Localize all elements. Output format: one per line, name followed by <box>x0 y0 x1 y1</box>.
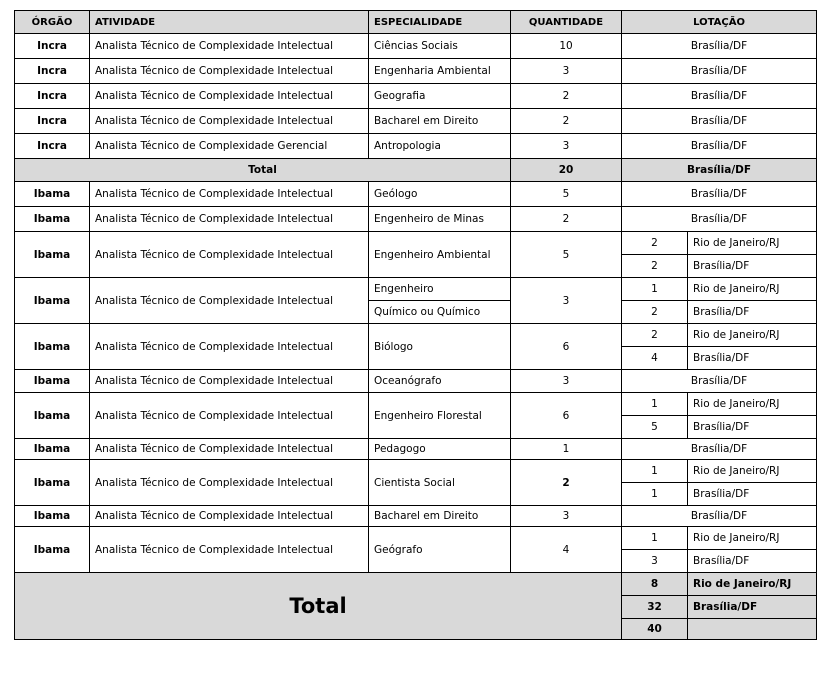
quantidade-cell: 3 <box>511 278 622 324</box>
table-row <box>15 207 817 232</box>
quantidade-cell: 2 <box>511 84 622 109</box>
orgao-cell: Incra <box>15 34 90 59</box>
lotacao-cell: Brasília/DF <box>622 34 817 59</box>
quantidade-cell: 5 <box>511 232 622 278</box>
table-row <box>15 84 817 109</box>
especialidade-cell: Engenheiro Ambiental <box>369 232 511 278</box>
atividade-cell: Analista Técnico de Complexidade Intelectual <box>90 207 369 232</box>
orgao-cell: Ibama <box>15 527 90 573</box>
table-row <box>15 278 817 301</box>
especialidade-cell: Pedagogo <box>369 439 511 460</box>
quantidade-cell: 6 <box>511 393 622 439</box>
orgao-cell: Incra <box>15 109 90 134</box>
especialidade-cell: Ciências Sociais <box>369 34 511 59</box>
orgao-cell: Incra <box>15 59 90 84</box>
quantidade-cell: 3 <box>511 370 622 393</box>
incra-total-quantidade: 20 <box>511 159 622 182</box>
especialidade-cell: Engenheiro <box>369 278 511 301</box>
split-local-cell: Rio de Janeiro/RJ <box>688 278 817 301</box>
table-row <box>15 34 817 59</box>
split-count-cell: 2 <box>622 301 688 324</box>
atividade-cell: Analista Técnico de Complexidade Intelectual <box>90 527 369 573</box>
header-lotacao: LOTAÇÃO <box>622 11 817 34</box>
orgao-cell: Incra <box>15 84 90 109</box>
split-local-cell: Brasília/DF <box>688 550 817 573</box>
orgao-cell: Ibama <box>15 278 90 324</box>
especialidade-cell: Geografia <box>369 84 511 109</box>
ibama-total-count-df: 32 <box>622 596 688 619</box>
orgao-cell: Ibama <box>15 207 90 232</box>
quantidade-cell: 2 <box>511 109 622 134</box>
orgao-cell: Ibama <box>15 182 90 207</box>
especialidade-cell: Bacharel em Direito <box>369 109 511 134</box>
atividade-cell: Analista Técnico de Complexidade Intelectual <box>90 109 369 134</box>
especialidade-cell: Engenharia Ambiental <box>369 59 511 84</box>
quantidade-cell: 3 <box>511 506 622 527</box>
atividade-cell: Analista Técnico de Complexidade Intelectual <box>90 506 369 527</box>
quantidade-cell: 10 <box>511 34 622 59</box>
orgao-cell: Ibama <box>15 506 90 527</box>
split-local-cell: Brasília/DF <box>688 416 817 439</box>
quantidade-cell: 1 <box>511 439 622 460</box>
table-row <box>15 109 817 134</box>
table-row <box>15 527 817 550</box>
orgao-cell: Ibama <box>15 324 90 370</box>
atividade-cell: Analista Técnico de Complexidade Intelectual <box>90 278 369 324</box>
split-count-cell: 4 <box>622 347 688 370</box>
ibama-total-local-empty <box>688 619 817 640</box>
quantidade-cell: 3 <box>511 59 622 84</box>
especialidade-cell: Oceanógrafo <box>369 370 511 393</box>
header-row <box>15 11 817 34</box>
atividade-cell: Analista Técnico de Complexidade Intelectual <box>90 232 369 278</box>
orgao-cell: Ibama <box>15 393 90 439</box>
lotacao-cell: Brasília/DF <box>622 59 817 84</box>
quantidade-cell: 2 <box>511 460 622 506</box>
lotacao-cell: Brasília/DF <box>622 207 817 232</box>
quantidade-cell: 3 <box>511 134 622 159</box>
split-count-cell: 2 <box>622 255 688 278</box>
table-row <box>15 182 817 207</box>
lotacao-cell: Brasília/DF <box>622 182 817 207</box>
atividade-cell: Analista Técnico de Complexidade Gerencial <box>90 134 369 159</box>
especialidade-cell: Químico ou Químico <box>369 301 511 324</box>
quantidade-cell: 4 <box>511 527 622 573</box>
header-especialidade: ESPECIALIDADE <box>369 11 511 34</box>
atividade-cell: Analista Técnico de Complexidade Intelectual <box>90 59 369 84</box>
atividade-cell: Analista Técnico de Complexidade Intelectual <box>90 439 369 460</box>
split-local-cell: Rio de Janeiro/RJ <box>688 460 817 483</box>
especialidade-cell: Engenheiro Florestal <box>369 393 511 439</box>
table-row <box>15 232 817 255</box>
quantidade-cell: 6 <box>511 324 622 370</box>
header-atividade: ATIVIDADE <box>90 11 369 34</box>
atividade-cell: Analista Técnico de Complexidade Intelectual <box>90 324 369 370</box>
split-local-cell: Brasília/DF <box>688 301 817 324</box>
ibama-total-row <box>15 573 817 596</box>
table-row <box>15 393 817 416</box>
split-local-cell: Rio de Janeiro/RJ <box>688 324 817 347</box>
header-quantidade: QUANTIDADE <box>511 11 622 34</box>
especialidade-cell: Cientista Social <box>369 460 511 506</box>
table-row <box>15 134 817 159</box>
split-count-cell: 3 <box>622 550 688 573</box>
atividade-cell: Analista Técnico de Complexidade Intelectual <box>90 460 369 506</box>
quantidade-cell: 5 <box>511 182 622 207</box>
table-row <box>15 324 817 347</box>
split-local-cell: Rio de Janeiro/RJ <box>688 527 817 550</box>
especialidade-cell: Geógrafo <box>369 527 511 573</box>
table-row <box>15 59 817 84</box>
lotacao-cell: Brasília/DF <box>622 84 817 109</box>
split-count-cell: 2 <box>622 324 688 347</box>
especialidade-cell: Antropologia <box>369 134 511 159</box>
orgao-cell: Ibama <box>15 439 90 460</box>
split-local-cell: Brasília/DF <box>688 255 817 278</box>
atividade-cell: Analista Técnico de Complexidade Intelectual <box>90 182 369 207</box>
table-row <box>15 460 817 483</box>
table-row <box>15 506 817 527</box>
split-count-cell: 1 <box>622 393 688 416</box>
ibama-total-label: Total <box>15 573 622 640</box>
atividade-cell: Analista Técnico de Complexidade Intelectual <box>90 34 369 59</box>
atividade-cell: Analista Técnico de Complexidade Intelectual <box>90 370 369 393</box>
ibama-total-local-df: Brasília/DF <box>688 596 817 619</box>
incra-total-lotacao: Brasília/DF <box>622 159 817 182</box>
orgao-cell: Ibama <box>15 232 90 278</box>
incra-total-label: Total <box>15 159 511 182</box>
vacancy-table <box>14 10 817 640</box>
orgao-cell: Incra <box>15 134 90 159</box>
atividade-cell: Analista Técnico de Complexidade Intelectual <box>90 393 369 439</box>
split-count-cell: 1 <box>622 460 688 483</box>
especialidade-cell: Biólogo <box>369 324 511 370</box>
especialidade-cell: Geólogo <box>369 182 511 207</box>
split-local-cell: Rio de Janeiro/RJ <box>688 232 817 255</box>
orgao-cell: Ibama <box>15 370 90 393</box>
ibama-total-count-all: 40 <box>622 619 688 640</box>
table-row <box>15 370 817 393</box>
header-orgao: ÓRGÃO <box>15 11 90 34</box>
split-count-cell: 1 <box>622 527 688 550</box>
orgao-cell: Ibama <box>15 460 90 506</box>
lotacao-cell: Brasília/DF <box>622 134 817 159</box>
split-count-cell: 2 <box>622 232 688 255</box>
split-count-cell: 5 <box>622 416 688 439</box>
lotacao-cell: Brasília/DF <box>622 109 817 134</box>
lotacao-cell: Brasília/DF <box>622 370 817 393</box>
especialidade-cell: Bacharel em Direito <box>369 506 511 527</box>
especialidade-cell: Engenheiro de Minas <box>369 207 511 232</box>
split-local-cell: Rio de Janeiro/RJ <box>688 393 817 416</box>
atividade-cell: Analista Técnico de Complexidade Intelectual <box>90 84 369 109</box>
table-row <box>15 439 817 460</box>
ibama-total-count-rj: 8 <box>622 573 688 596</box>
split-count-cell: 1 <box>622 278 688 301</box>
ibama-total-local-rj: Rio de Janeiro/RJ <box>688 573 817 596</box>
quantidade-cell: 2 <box>511 207 622 232</box>
incra-total-row <box>15 159 817 182</box>
split-local-cell: Brasília/DF <box>688 347 817 370</box>
lotacao-cell: Brasília/DF <box>622 506 817 527</box>
split-local-cell: Brasília/DF <box>688 483 817 506</box>
split-count-cell: 1 <box>622 483 688 506</box>
lotacao-cell: Brasília/DF <box>622 439 817 460</box>
